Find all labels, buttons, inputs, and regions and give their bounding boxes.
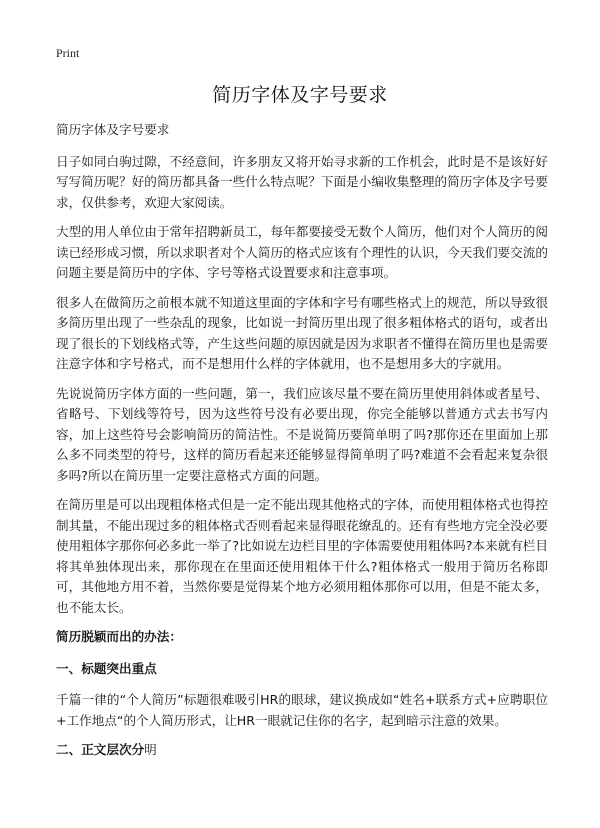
paragraph-font-issues: 先说说简历字体方面的一些问题，第一，我们应该尽量不要在简历里使用斜体或者星号、省略号、下划线等符号，因为这些符号没有必要出现，你完全能够以普通方式去书写内容，加上这些符号会影响简历的简洁性。不是说简历要简单明了吗?那你还在里面加上那么多不同类型的符号，这样的简历看起来还能够显得简单明了吗?难道不会看起来复杂很多吗?所以在简历里一定要注意格式方面的问题。 [56, 385, 548, 483]
paragraph-intro: 日子如同白驹过隙，不经意间，许多朋友又将开始寻求新的工作机会，此时是不是该好好写写简历呢？好的简历都具备一些什么特点呢？下面是小编收集整理的简历字体及字号要求，仅供参考，欢迎大家阅读。 [56, 153, 548, 210]
paragraph-large-employers: 大型的用人单位由于常年招聘新员工，每年都要接受无数个人简历，他们对个人简历的阅读已经形成习惯，所以求职者对个人简历的格式应该有个理性的认识，今天我们要交流的问题主要是简历中的字体、字号等格式设置要求和注意事项。 [56, 224, 548, 280]
point-2-heading [56, 740, 548, 761]
point-2-heading-rest: 明 [144, 742, 157, 757]
paragraph-bold-usage: 在简历里是可以出现粗体格式但是一定不能出现其他格式的字体，而使用粗体格式也得控制其量，不能出现过多的粗体格式否则看起来显得眼花缭乱的。还有有些地方完全没必要使用粗体字那你何必多此一举了?比如说左边栏目里的字体需要使用粗体吗?本来就有栏目将其单独体现出来，那你现在在里面还使用粗体干什么?粗体格式一般用于简历名称即可，其他地方用不着，当然你要是觉得某个地方必须用粗体那你可以用，但是不能太多，也不能太长。 [56, 497, 548, 615]
point-1-heading: 一、标题突出重点 [56, 660, 157, 676]
print-link[interactable]: Print [56, 46, 80, 60]
paragraph-format-rules: 很多人在做简历之前根本就不知道这里面的字体和字号有哪些格式上的规范，所以导致很多简历里出现了一些杂乱的现象，比如说一封简历里出现了很多粗体格式的语句，或者出现了很长的下划线格式等，产生这些问题的原因就是因为求职者不懂得在简历里也是需要注意字体和字号格式，而不是想用什么样的字体就用，也不是想用多大的字就用。 [56, 294, 548, 371]
point-1-text: 千篇一律的“个人简历”标题很难吸引HR的眼球，建议换成如“姓名+联系方式+应聘职位+工作地点“的个人简历形式，让HR一眼就记住你的名字，起到暗示注意的效果。 [56, 692, 548, 728]
section-heading: 简历脱颖而出的办法： [56, 629, 182, 644]
page-title: 简历字体及字号要求 [212, 84, 388, 106]
article-body [56, 120, 548, 770]
point-2-heading-bold: 二、正文层次分 [56, 742, 145, 757]
article-subtitle: 简历字体及字号要求 [56, 122, 170, 137]
